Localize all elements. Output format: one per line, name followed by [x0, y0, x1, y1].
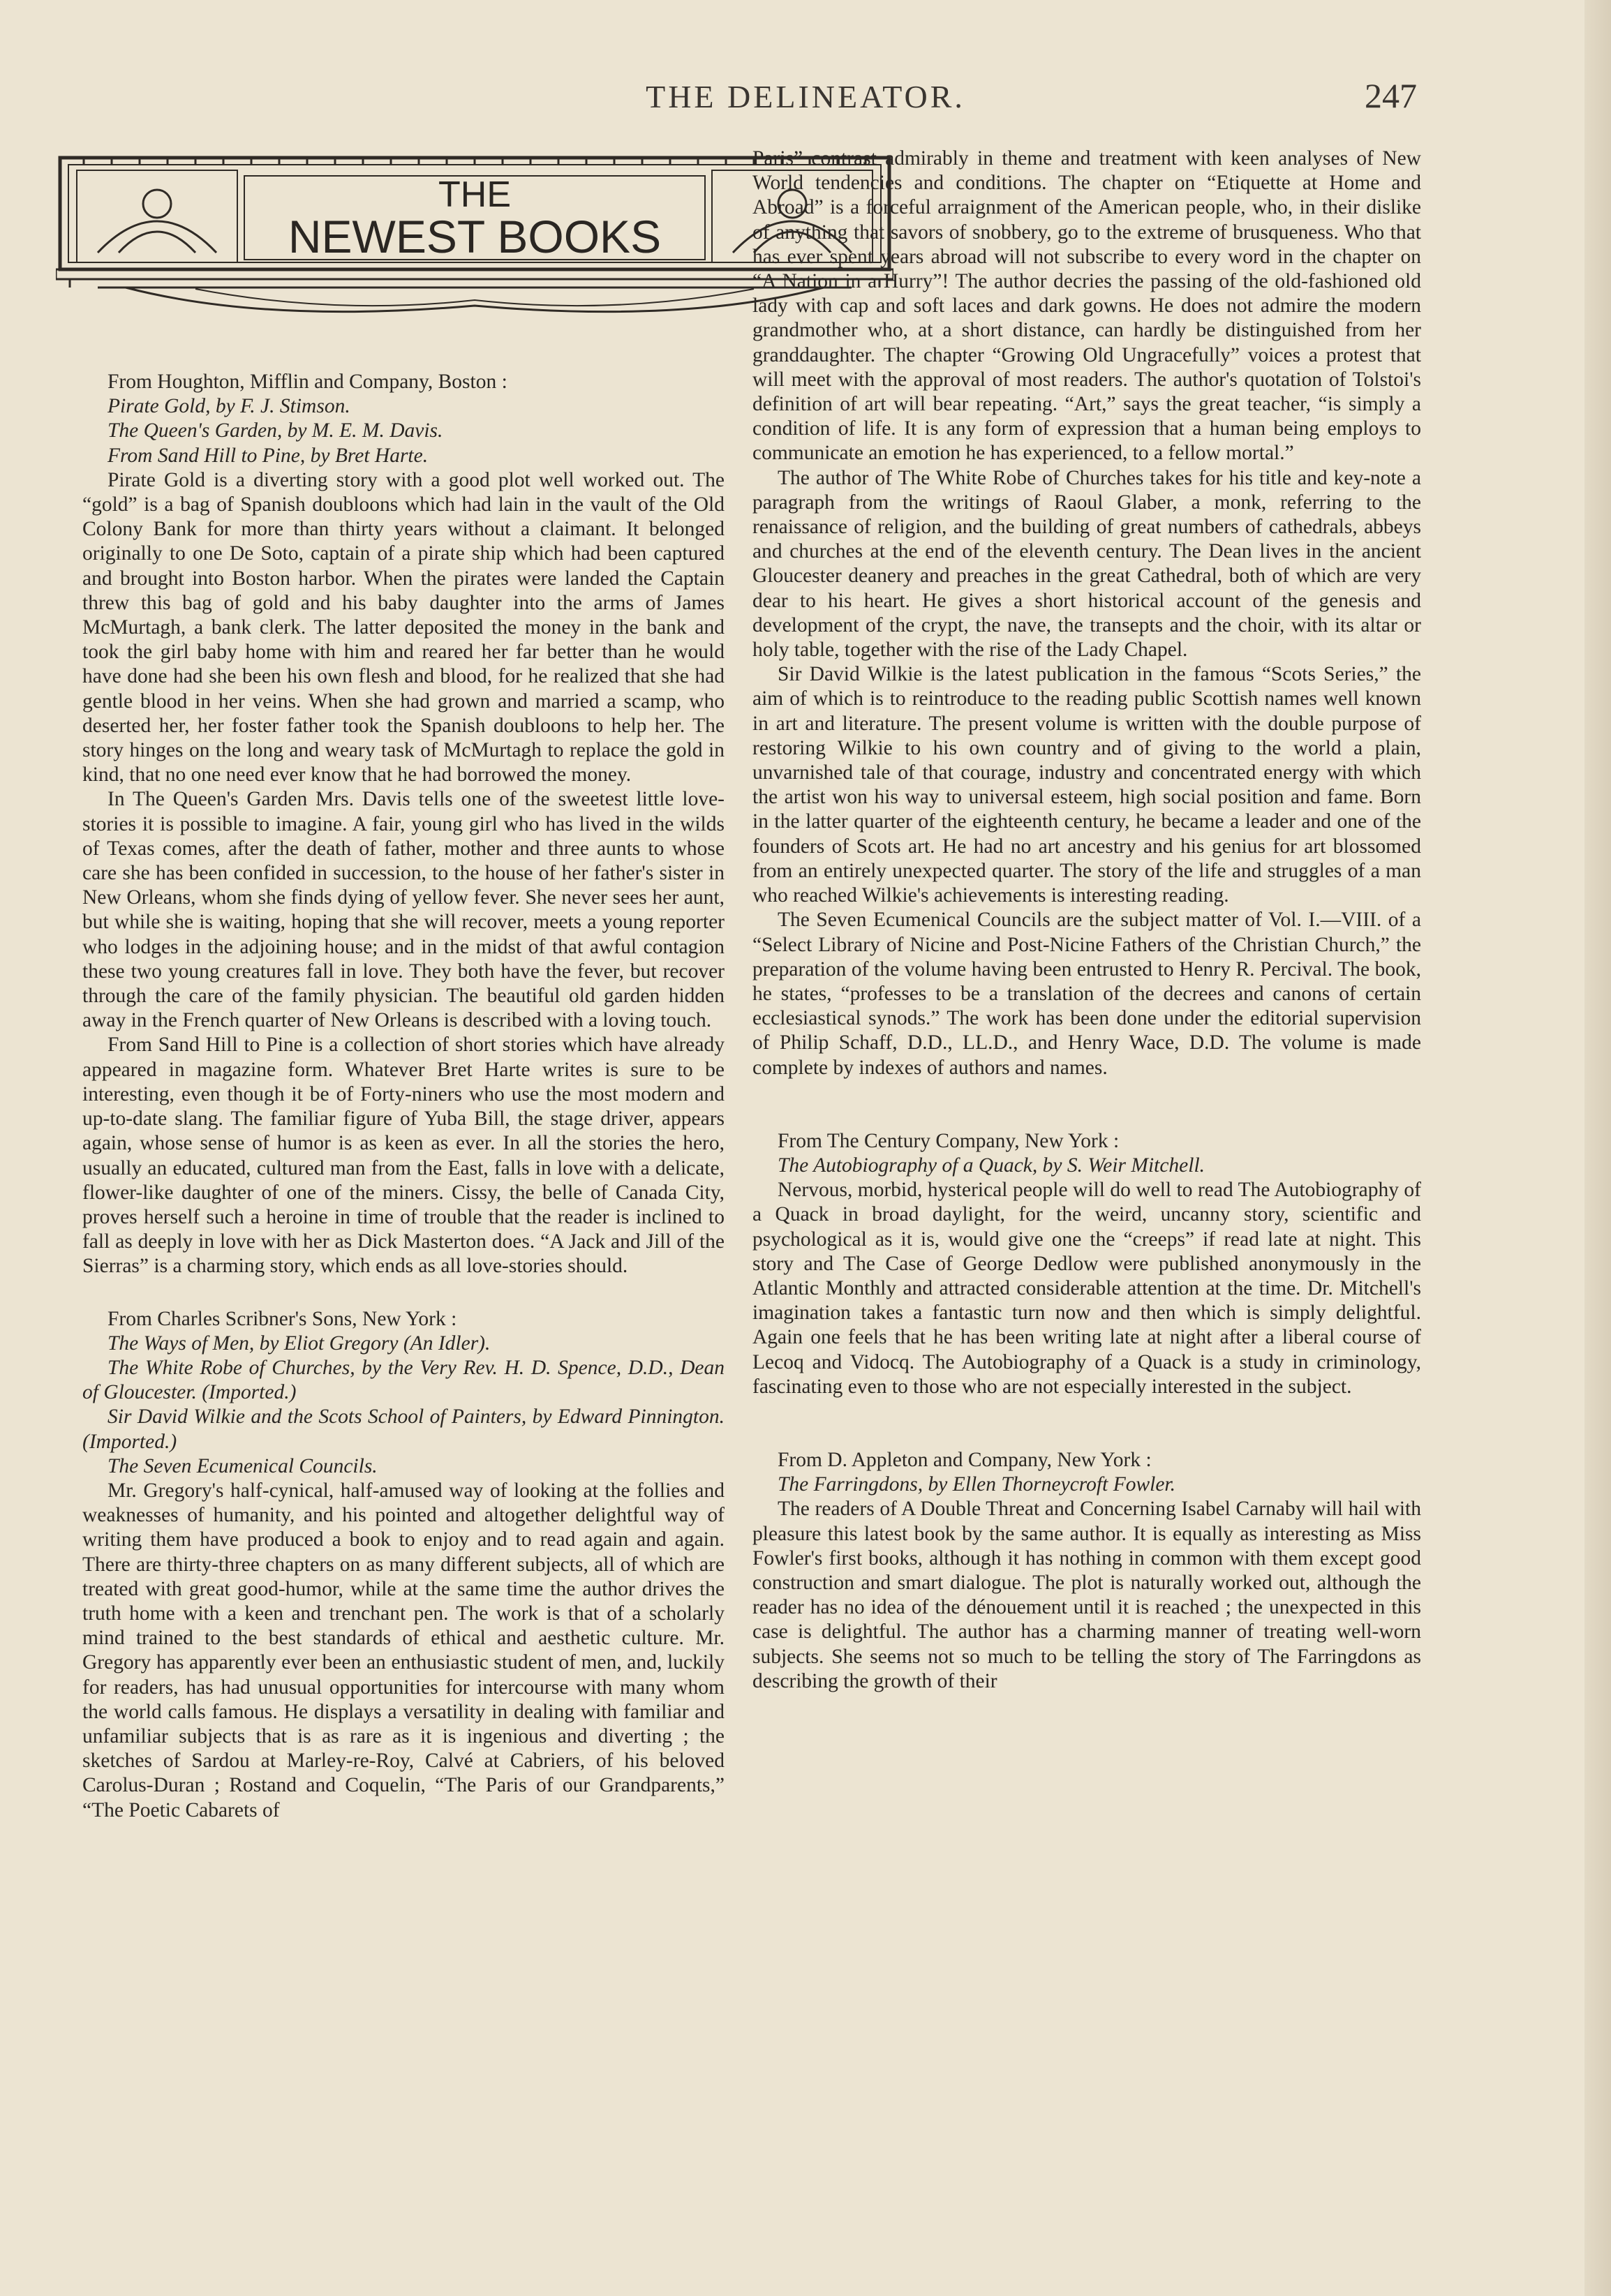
book-listing: The Autobiography of a Quack, by S. Weir Mitchell.	[778, 1154, 1205, 1177]
review-paragraph: In The Queen's Garden Mrs. Davis tells one of the sweetest little love-stories it is possible to imagine. A fair, young girl who has lived in the wilds of Texas comes, after the death of father, mother and three aunts to whose care she has been confided in succession, to the house of her father's sister in New Orleans, whom she finds dying of yellow fever. She never sees her aunt, but while she is waiting, hoping that she will recover, meets a young reporter who lodges in the adjoining house; and in the midst of that awful contagion these two young creatures fall in love. They both have the fever, but recover through the care of the family physician. The beautiful old garden hidden away in the French quarter of New Orleans is described with a loving touch.	[82, 788, 725, 1032]
banner-title-the: THE	[438, 174, 511, 215]
review-paragraph: Nervous, morbid, hysterical people will do well to read The Autobiography of a Quack in broad daylight, for the weird, uncanny story, scientific and psychological as it is, would give one the “creeps” if read late at night. This story and The Case of George Dedlow were published anonymously in the Atlantic Monthly and attracted considerable attention at the time. Dr. Mitchell's imagination takes a fantastic turn now and then which is simply delightful. Again one feels that he has been writing late at night after a liberal course of Lecoq and Vidocq. The Autobiography of a Quack is a study in criminology, fascinating even to those who are not especially interested in the subject.	[752, 1179, 1421, 1398]
review-paragraph: The Seven Ecumenical Councils are the subject matter of Vol. I.—VIII. of a “Select Library of Nicine and Post-Nicine Fathers of the Christian Church,” the preparation of the volume having been entrusted to Henry R. Percival. The book, he states, “professes to be a translation of the decrees and canons of certain ecclesiastical synods.” The work has been done under the editorial supervision of Philip Schaff, D.D., LL.D., and Henry Wace, D.D. The volume is made complete by indexes of authors and names.	[752, 909, 1421, 1079]
review-paragraph: From Sand Hill to Pine is a collection of short stories which have already appeared in magazine form. Whatever Bret Harte writes is sure to be interesting, even though it be of Forty-niners who use the most modern and up-to-date slang. The familiar figure of Yuba Bill, the stage driver, appears again, whose sense of humor is as keen as ever. In all the stories the hero, usually an educated, cultured man from the East, falls in love with a delicate, flower-like daughter of one of the miners. Cissy, the belle of Canada City, proves herself such a heroine in time of trouble that the reader is inclined to fall as deeply in love with her as Dick Masterton does. “A Jack and Jill of the Sierras” is a charming story, which ends as all love-stories should.	[82, 1034, 725, 1278]
publisher-heading-houghton: From Houghton, Mifflin and Company, Boston :	[107, 371, 507, 393]
review-paragraph: The author of The White Robe of Churches takes for his title and key-note a paragraph from the writings of Raoul Glaber, a monk, referring to the renaissance of religion, and the building of great numbers of cathedrals, abbeys and churches at the end of the eleventh century. The Dean lives in the ancient Gloucester deanery and preaches in the great Cathedral, both of which are very dear to his heart. He gives a short historical account of the genesis and development of the crypt, the nave, the transepts and the choir, with its altar or holy table, together with the rise of the Lady Chapel.	[752, 466, 1421, 662]
review-paragraph: Pirate Gold is a diverting story with a good plot well worked out. The “gold” is a bag of Spanish doubloons which had lain in the vault of the Old Colony Bank for more than thirty years without a claimant. It belonged originally to one De Soto, captain of a pirate ship which had been captured and brought into Boston harbor. When the pirates were landed the Captain threw this bag of gold and his baby daughter into the arms of James McMurtagh, a bank clerk. The latter deposited the money in the bank and took the girl baby home with him and reared her far better than he would have done had she been his own flesh and blood, for he realized that she had gentle blood in her veins. When she had grown and married a scamp, who deserted her, her foster father took the Spanish doubloons to help her. The story hinges on the long and weary task of McMurtagh to replace the gold in kind, that no one need ever know that he had borrowed the money.	[82, 468, 725, 787]
book-listing: The Queen's Garden, by M. E. M. Davis.	[107, 419, 443, 442]
review-paragraph: Sir David Wilkie is the latest publication in the famous “Scots Series,” the aim of which is to reintroduce to the reading public Scottish names well known in art and literature. The present volume is written with the double purpose of restoring Wilkie to his own country and of giving to the world a plain, unvarnished tale of that courage, industry and concentrated energy with which the artist won his way to universal esteem, high social position and fame. Born in the latter quarter of the eighteenth century, he became a leader and one of the founders of Scots art. He had no art ancestry and his genius for art blossomed from an entirely unexpected quarter. The story of the life and struggles of a man who reached Wilkie's achievements is interesting reading.	[752, 663, 1421, 907]
publisher-heading-appleton: From D. Appleton and Company, New York :	[778, 1448, 1152, 1471]
page-fold-shadow	[1584, 0, 1611, 2296]
review-paragraph: The readers of A Double Threat and Concerning Isabel Carnaby will hail with pleasure this latest book by the same author. It is equally as interesting as Miss Fowler's first books, although it has nothing in common with them except good construction and smart dialogue. The plot is naturally worked out, although the reader has no idea of the dénouement until it is reached ; the unexpected in this case is delightful. The author has a charming manner of treating well-worn subjects. She seems not so much to be telling the story of The Farringdons as describing the growth of their	[752, 1498, 1421, 1692]
book-listing: The Ways of Men, by Eliot Gregory (An Idler).	[107, 1332, 491, 1355]
review-paragraph: Paris” contrast admirably in theme and treatment with keen analyses of New World tendencies and conditions. The chapter on “Etiquette at Home and Abroad” is a forceful arraignment of the American people, who, in their dislike of anything that savors of snobbery, go to the extreme of brusqueness. Who that has ever spent years abroad will not subscribe to every word in the chapter on “A Nation in a Hurry”! The author decries the passing of the old-fashioned old lady with cap and soft laces and dark gowns. He does not admire the modern grandmother who, at a short distance, can hardly be distinguished from her granddaughter. The chapter “Growing Old Ungracefully” voices a protest that will meet with the approval of most readers. The author's quotation of Tolstoi's definition of art will bear repeating. “Art,” says the great teacher, “is simply a condition of life. It is any form of expression that a human being employs to communicate an emotion he has experienced, to a fellow mortal.”	[752, 147, 1421, 465]
book-listing: The White Robe of Churches, by the Very Rev. H. D. Spence, D.D., Dean of Gloucester. (Imported.)	[82, 1356, 725, 1404]
running-title: THE DELINEATOR.	[646, 79, 965, 114]
banner-title-newest-books: NEWEST BOOKS	[288, 211, 662, 262]
publisher-heading-century: From The Century Company, New York :	[778, 1129, 1120, 1152]
book-listing: From Sand Hill to Pine, by Bret Harte.	[107, 444, 429, 467]
book-listing: Pirate Gold, by F. J. Stimson.	[107, 395, 350, 418]
book-listing: The Farringdons, by Ellen Thorneycroft Fowler.	[778, 1473, 1176, 1496]
right-column	[571, 147, 1421, 1694]
page-number: 247	[1365, 76, 1417, 115]
book-listing: Sir David Wilkie and the Scots School of Painters, by Edward Pinnington. (Imported.)	[82, 1406, 725, 1453]
publisher-heading-scribner: From Charles Scribner's Sons, New York :	[107, 1307, 457, 1330]
book-listing: The Seven Ecumenical Councils.	[107, 1454, 378, 1477]
review-paragraph: Mr. Gregory's half-cynical, half-amused way of looking at the follies and weaknesses of humanity, and his pointed and altogether delightful way of writing them have produced a book to enjoy and to read again and again. There are thirty-three chapters on as many different subjects, all of which are treated with great good-humor, while at the same time the author drives the truth home with a keen and trenchant pen. The work is that of a scholarly mind trained to the best standards of ethical and aesthetic culture. Mr. Gregory has apparently ever been an enthusiastic student of men, and, luckily for readers, has had unusual opportunities for intercourse with many whom the world calls famous. He displays a versatility in dealing with familiar and unfamiliar subjects that is as rare as it is ingenious and diverting ; the sketches of Sardou at Marley-re-Roy, Calvé at Cabriers, of his beloved Carolus-Duran ; Rostand and Coquelin, “The Paris of our Grandparents,” “The Poetic Cabarets of	[82, 1479, 725, 1821]
